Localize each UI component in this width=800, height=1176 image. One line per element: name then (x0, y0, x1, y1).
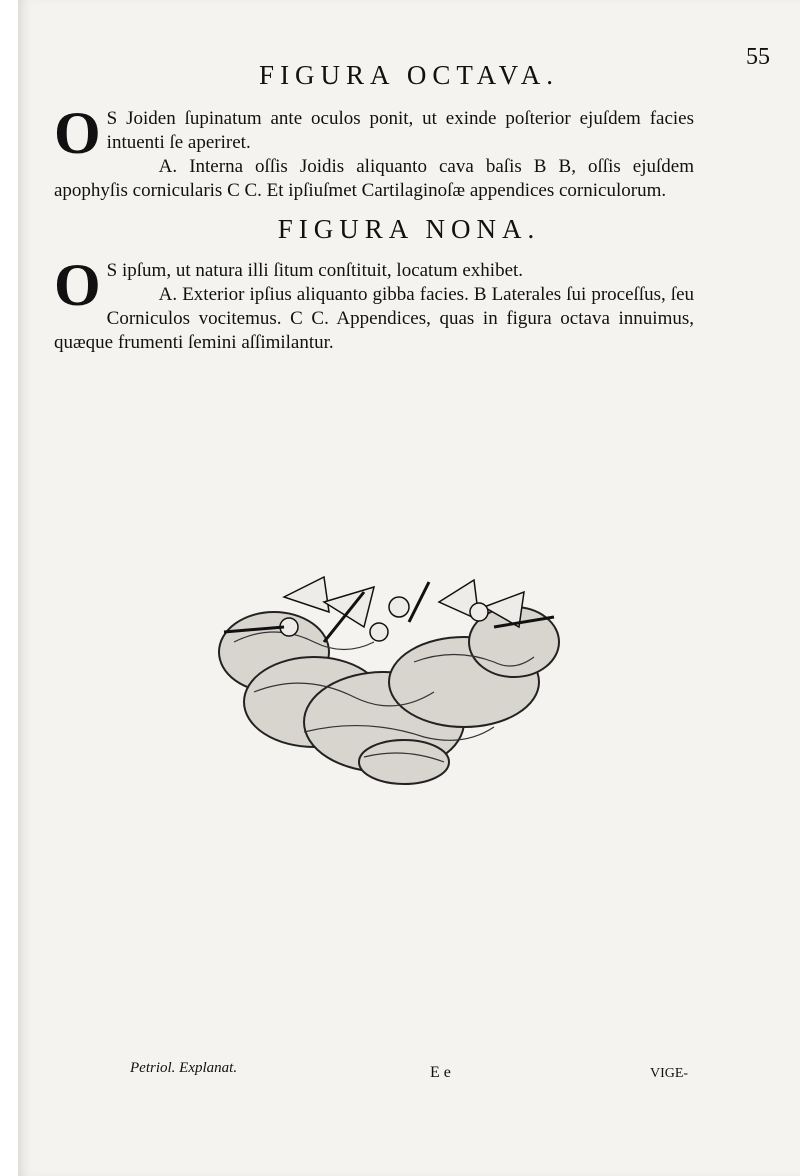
paragraph-text: S ipſum, ut natura illi ſitum conſtituit, locatum exhibet. (106, 260, 524, 281)
paragraph-text: S Joiden ſupinatum ante oculos ponit, ut exinde poſterior ejuſdem facies intuenti ſe aperiret. (106, 108, 694, 153)
paragraph: A. Exterior ipſius aliquanto gibba facies. B Laterales ſui proceſſus, ſeu Corniculos vocitemus. C C. Appendices, quas in figura octava innuimus, quæque frumenti ſemini aſſimilantur. (54, 284, 694, 353)
paragraph (54, 100, 694, 166)
angels-clouds-vignette (214, 572, 564, 787)
book-page (18, 0, 800, 1176)
drop-cap: O (54, 252, 101, 318)
section-heading-nona: FIGURA NONA. (277, 214, 541, 244)
signature-mark: E e (430, 1064, 451, 1081)
section-body-nona (54, 252, 694, 355)
drop-cap: O (54, 100, 101, 166)
page-number: 55 (746, 44, 770, 70)
footer-title: Petriol. Explanat. (130, 1060, 238, 1076)
paragraph: A. Interna oſſis Joidis aliquanto cava baſis B B, oſſis ejuſdem apophyſis cornicularis C C. Et ipſiuſmet Cartilaginoſæ appendices corniculorum. (54, 156, 694, 201)
section-body-octava (54, 100, 694, 203)
paragraph (54, 252, 694, 318)
catchword: VIGE- (650, 1066, 689, 1081)
section-heading-octava: FIGURA OCTAVA. (259, 60, 559, 90)
